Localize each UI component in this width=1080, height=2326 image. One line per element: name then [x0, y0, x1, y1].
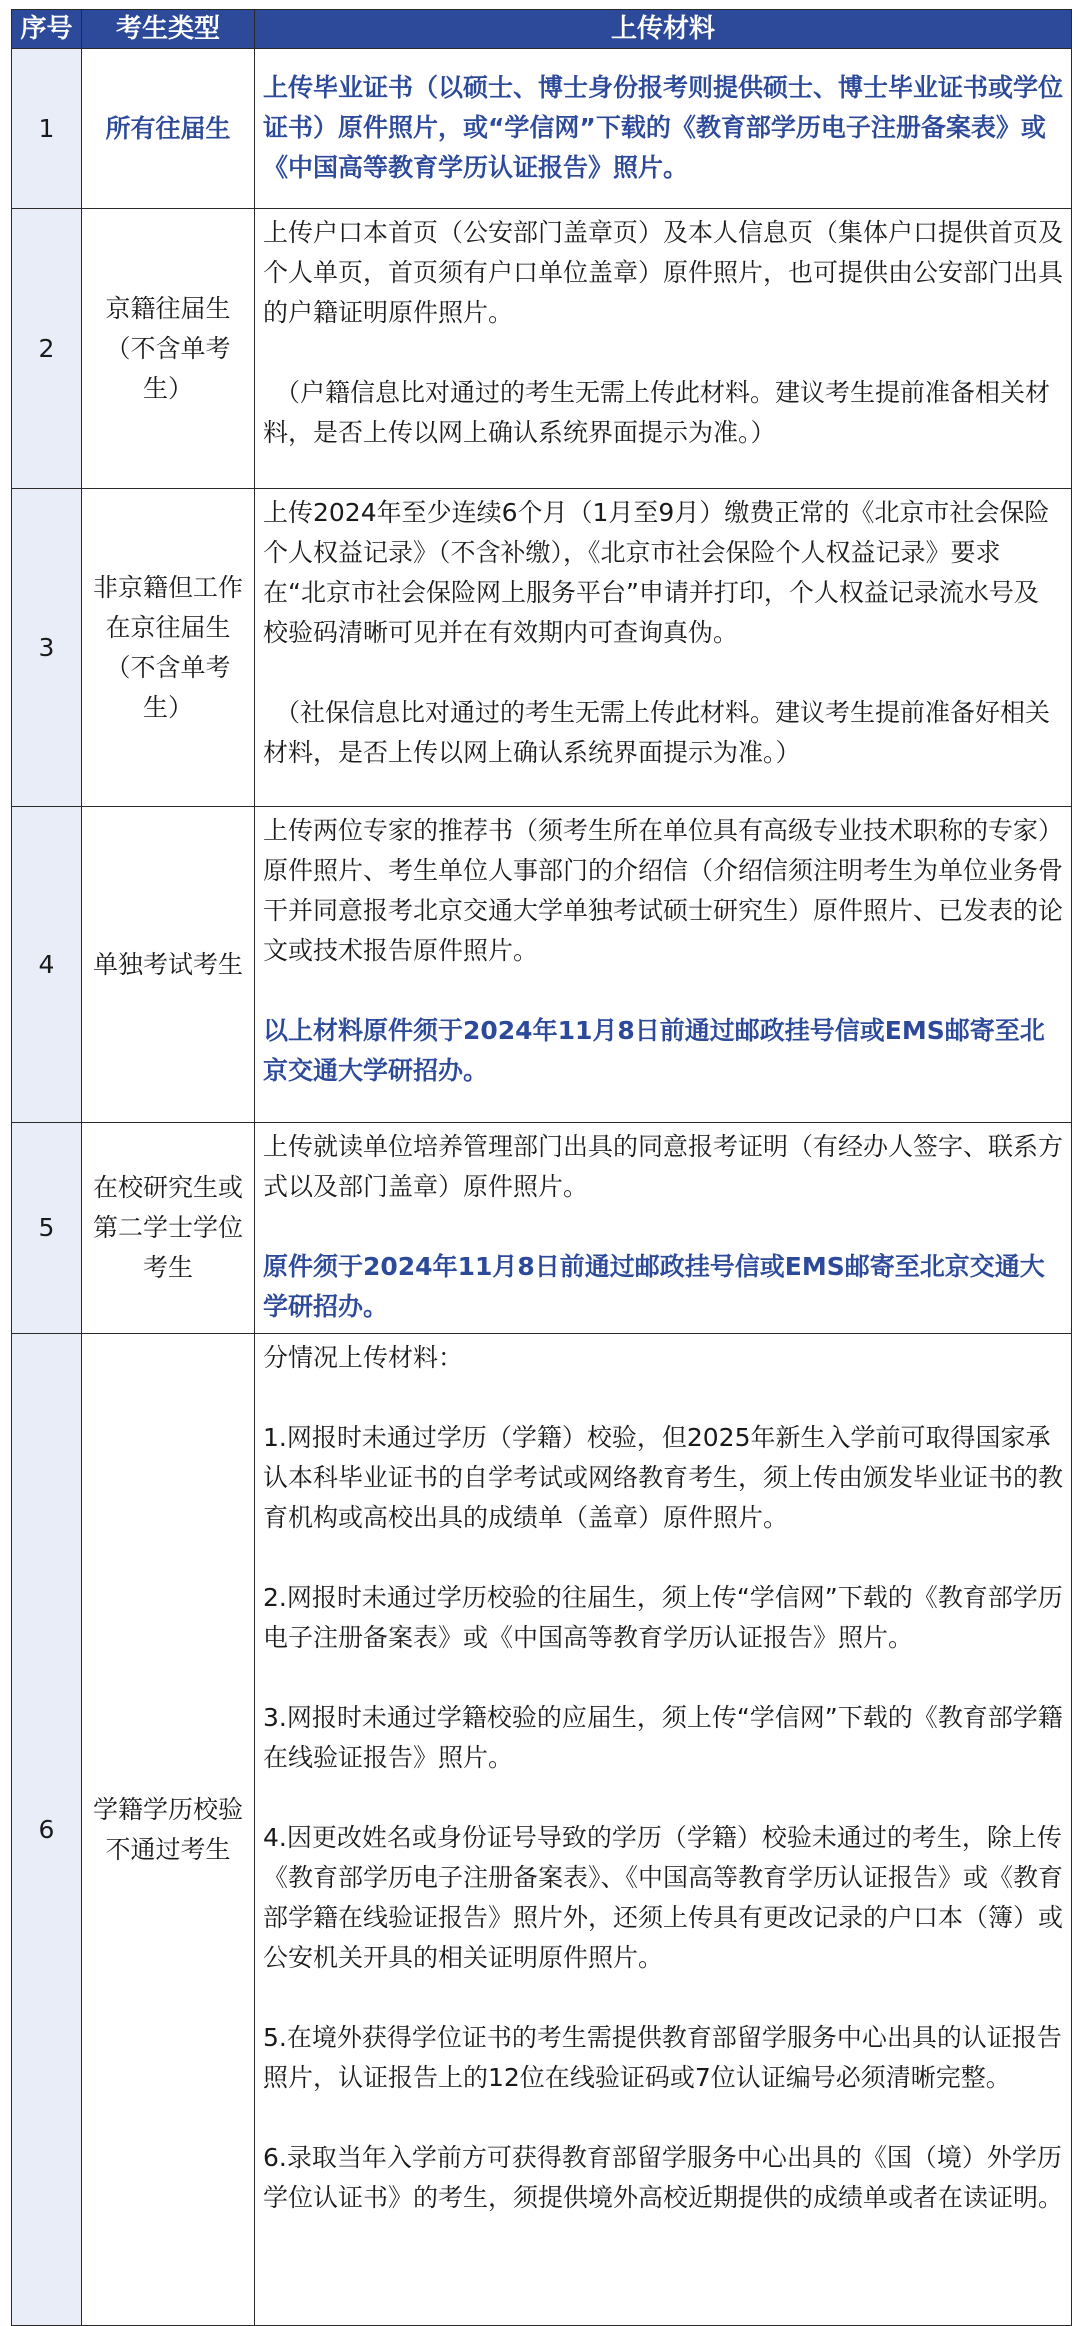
materials-cell: [255, 1123, 1072, 1334]
row-number: 5: [12, 1123, 82, 1334]
material-paragraph: 上传就读单位培养管理部门出具的同意报考证明（有经办人签字、联系方式以及部门盖章）原件照片。: [263, 1132, 1064, 1201]
materials-cell: [255, 807, 1072, 1123]
mailing-notice: 原件须于2024年11月8日前通过邮政挂号信或EMS邮寄至北京交通大学研招办。: [263, 1252, 1045, 1321]
material-paragraph: 上传户口本首页（公安部门盖章页）及本人信息页（集体户口提供首页及个人单页，首页须有户口单位盖章）原件照片，也可提供由公安部门出具的户籍证明原件照片。: [263, 218, 1064, 327]
header-candidate-type: 考生类型: [82, 10, 255, 49]
row-number: 1: [12, 49, 82, 209]
materials-cell: [255, 1334, 1072, 2326]
material-paragraph: 上传2024年至少连续6个月（1月至9月）缴费正常的《北京市社会保险个人权益记录》（不含补缴），《北京市社会保险个人权益记录》要求在“北京市社会保险网上服务平台”申请并打印，个人权益记录流水号及校验码清晰可见并在有效期内可查询真伪。: [263, 498, 1050, 647]
row-number: 4: [12, 807, 82, 1123]
material-item: 1.网报时未通过学历（学籍）校验，但2025年新生入学前可取得国家承认本科毕业证书的自学考试或网络教育考生，须上传由颁发毕业证书的教育机构或高校出具的成绩单（盖章）原件照片。: [263, 1423, 1064, 1532]
material-item: 5.在境外获得学位证书的考生需提供教育部留学服务中心出具的认证报告照片，认证报告上的12位在线验证码或7位认证编号必须清晰完整。: [263, 2023, 1062, 2092]
materials-cell: [255, 209, 1072, 489]
header-upload-materials: 上传材料: [255, 10, 1072, 49]
candidate-type: 学籍学历校验不通过考生: [82, 1334, 255, 2326]
candidate-type: 京籍往届生（不含单考生）: [82, 209, 255, 489]
table-row: [12, 49, 1072, 209]
header-serial: 序号: [12, 10, 82, 49]
materials-cell: [255, 49, 1072, 209]
material-note: （户籍信息比对通过的考生无需上传此材料。建议考生提前准备相关材料，是否上传以网上确认系统界面提示为准。）: [263, 378, 1051, 447]
row-number: 2: [12, 209, 82, 489]
candidate-type: 非京籍但工作在京往届生（不含单考生）: [82, 489, 255, 807]
table-row: [12, 807, 1072, 1123]
material-intro: 分情况上传材料：: [263, 1343, 464, 1372]
materials-table-container: [11, 9, 1071, 2326]
candidate-type: 所有往届生: [82, 49, 255, 209]
material-item: 6.录取当年入学前方可获得教育部留学服务中心出具的《国（境）外学历学位认证书》的考生，须提供境外高校近期提供的成绩单或者在读证明。: [263, 2143, 1064, 2212]
candidate-type: 单独考试考生: [82, 807, 255, 1123]
mailing-notice: 以上材料原件须于2024年11月8日前通过邮政挂号信或EMS邮寄至北京交通大学研招办。: [263, 1016, 1045, 1085]
table-header-row: [12, 10, 1072, 49]
row-number: 6: [12, 1334, 82, 2326]
material-item: 2.网报时未通过学历校验的往届生，须上传“学信网”下载的《教育部学历电子注册备案表》或《中国高等教育学历认证报告》照片。: [263, 1583, 1063, 1652]
candidate-type: 在校研究生或第二学士学位考生: [82, 1123, 255, 1334]
material-item: 3.网报时未通过学籍校验的应届生，须上传“学信网”下载的《教育部学籍在线验证报告》照片。: [263, 1703, 1063, 1772]
material-paragraph: 上传两位专家的推荐书（须考生所在单位具有高级专业技术职称的专家）原件照片、考生单位人事部门的介绍信（介绍信须注明考生为单位业务骨干并同意报考北京交通大学单独考试硕士研究生）原件照片、已发表的论文或技术报告原件照片。: [263, 816, 1064, 965]
table-row: [12, 1123, 1072, 1334]
table-row: [12, 489, 1072, 807]
row-number: 3: [12, 489, 82, 807]
material-paragraph: 上传毕业证书（以硕士、博士身份报考则提供硕士、博士毕业证书或学位证书）原件照片，或“学信网”下载的《教育部学历电子注册备案表》或《中国高等教育学历认证报告》照片。: [263, 72, 1064, 182]
material-item: 4.因更改姓名或身份证号导致的学历（学籍）校验未通过的考生，除上传《教育部学历电子注册备案表》、《中国高等教育学历认证报告》或《教育部学籍在线验证报告》照片外，还须上传具有更改记录的户口本（簿）或公安机关开具的相关证明原件照片。: [263, 1823, 1064, 1972]
material-note: （社保信息比对通过的考生无需上传此材料。建议考生提前准备好相关材料，是否上传以网上确认系统界面提示为准。）: [263, 698, 1051, 767]
materials-cell: [255, 489, 1072, 807]
table-row: [12, 1334, 1072, 2326]
table-row: [12, 209, 1072, 489]
upload-materials-table: [11, 9, 1072, 2326]
